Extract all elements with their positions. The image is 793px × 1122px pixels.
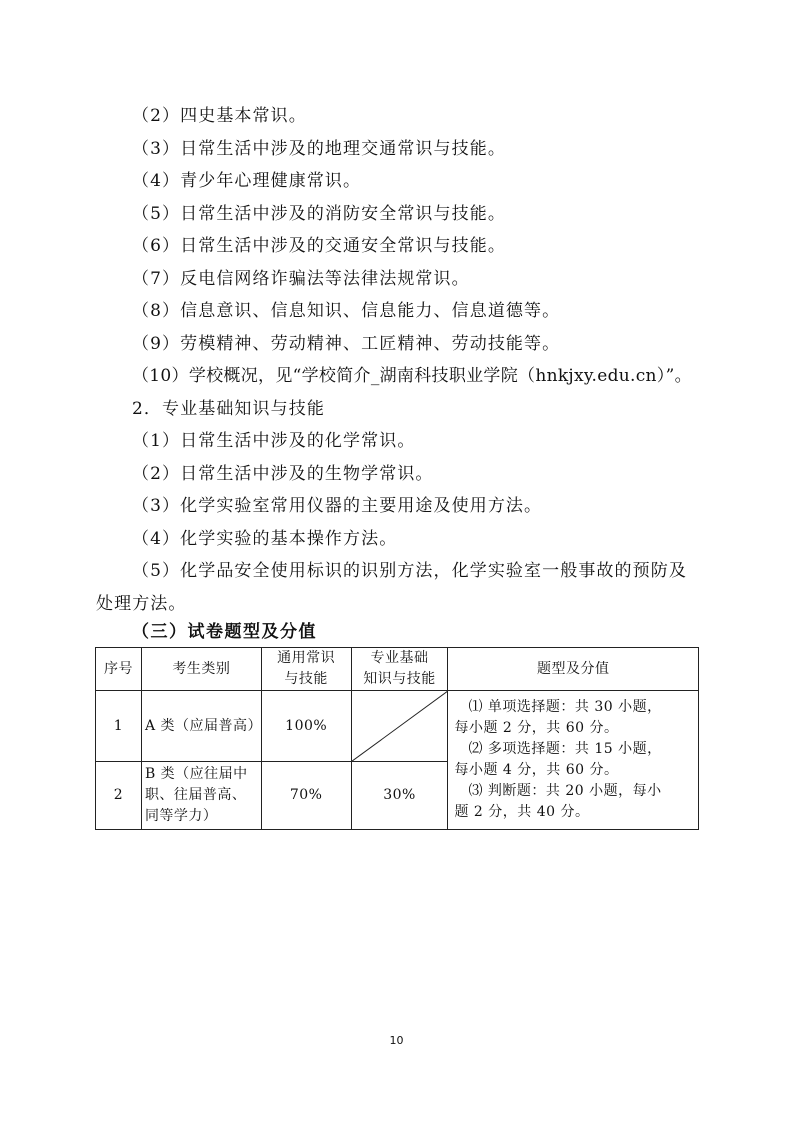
header-category: 考生类别 (141, 648, 261, 691)
cell-major: 30% (351, 762, 448, 830)
cell-major-empty (351, 691, 448, 762)
header-major: 专业基础 知识与技能 (351, 648, 448, 691)
list-item: （10）学校概况，见“学校简介_湖南科技职业学院（hnkjxy.edu.cn）”。 (132, 366, 692, 386)
list-item: （5）日常生活中涉及的消防安全常识与技能。 (132, 204, 506, 224)
cell-category: B 类（应往届中 职、往届普高、 同等学力） (141, 762, 261, 830)
list-item: （9）劳模精神、劳动精神、工匠精神、劳动技能等。 (132, 334, 561, 354)
list-item: （3）化学实验室常用仪器的主要用途及使用方法。 (132, 496, 543, 516)
diagonal-slash (352, 691, 448, 761)
table-row (96, 691, 699, 762)
list-item: （2）四史基本常识。 (132, 106, 307, 126)
table-header-row (96, 648, 699, 691)
list-item: （4）青少年心理健康常识。 (132, 171, 362, 191)
list-item: （4）化学实验的基本操作方法。 (132, 529, 398, 549)
list-item-continuation: 处理方法。 (96, 594, 187, 614)
subsection-title: 2．专业基础知识与技能 (132, 399, 325, 419)
cell-category: A 类（应届普高） (141, 691, 261, 762)
list-item: （5）化学品安全使用标识的识别方法，化学实验室一般事故的预防及 (132, 561, 687, 581)
question-type-item: ⑶ 判断题：共 20 小题，每小 题 2 分，共 40 分。 (454, 783, 662, 821)
score-table (95, 647, 699, 830)
cell-general: 100% (261, 691, 351, 762)
cell-general: 70% (261, 762, 351, 830)
section-heading: （三）试卷题型及分值 (132, 622, 317, 642)
header-general: 通用常识 与技能 (261, 648, 351, 691)
list-item: （6）日常生活中涉及的交通安全常识与技能。 (132, 236, 506, 256)
header-types: 题型及分值 (448, 648, 699, 691)
cell-seq: 2 (96, 762, 142, 830)
question-type-item: ⑵ 多项选择题：共 15 小题， 每小题 4 分，共 60 分。 (454, 741, 662, 779)
list-item: （1）日常生活中涉及的化学常识。 (132, 431, 416, 451)
list-item: （7）反电信网络诈骗法等法律法规常识。 (132, 269, 470, 289)
cell-seq: 1 (96, 691, 142, 762)
cell-question-types (448, 691, 699, 830)
page-number: 10 (389, 1034, 404, 1047)
list-item: （3）日常生活中涉及的地理交通常识与技能。 (132, 139, 506, 159)
list-item: （2）日常生活中涉及的生物学常识。 (132, 464, 434, 484)
question-type-item: ⑴ 单项选择题：共 30 小题， 每小题 2 分，共 60 分。 (454, 699, 662, 737)
header-seq: 序号 (96, 648, 142, 691)
list-item: （8）信息意识、信息知识、信息能力、信息道德等。 (132, 301, 561, 321)
